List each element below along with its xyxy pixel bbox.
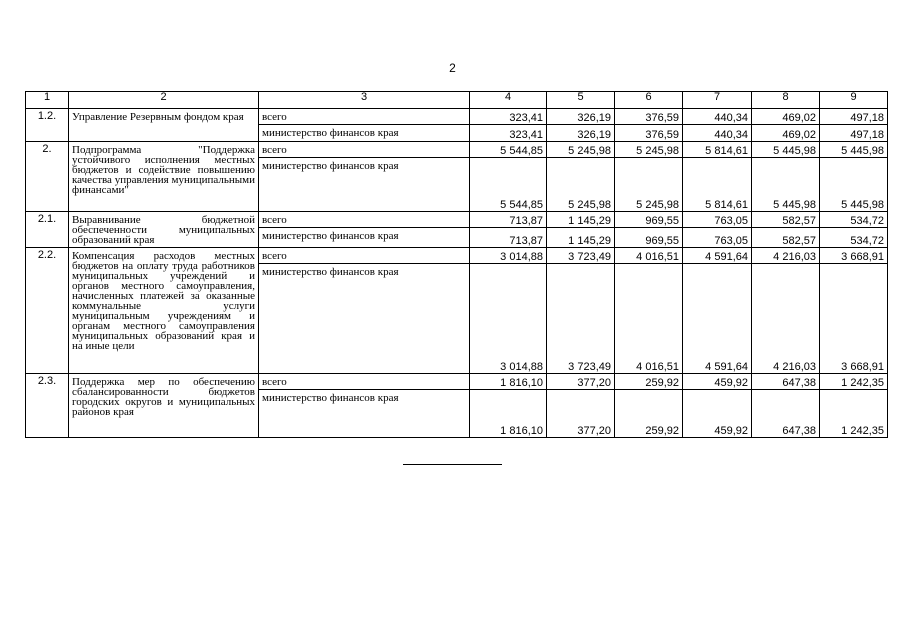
amount-cell: 3 723,49 [547, 248, 615, 264]
amount-cell: 4 216,03 [752, 264, 820, 374]
amount-cell: 534,72 [820, 228, 888, 248]
amount-cell: 647,38 [752, 390, 820, 438]
amount-cell: 3 014,88 [470, 248, 547, 264]
amount-cell: 377,20 [547, 374, 615, 390]
amount-cell: 459,92 [683, 374, 752, 390]
funding-source: министерство финансов края [259, 264, 470, 374]
amount-cell: 377,20 [547, 390, 615, 438]
amount-cell: 534,72 [820, 212, 888, 228]
amount-cell: 5 544,85 [470, 158, 547, 212]
table-row [26, 142, 888, 158]
row-description: Компенсация расходов местных бюджетов на оплату труда работников муниципальных учреждений и органов местного самоуправления, начисленных платежей за оказанные коммунальные услуги муниципальным учреждениям и органам местного самоуправления муниципальных образований края и на иные цели [69, 248, 259, 374]
amount-cell: 4 016,51 [615, 248, 683, 264]
table-row [26, 248, 888, 264]
row-number: 2. [26, 142, 69, 212]
amount-cell: 5 245,98 [547, 158, 615, 212]
amount-cell: 1 816,10 [470, 374, 547, 390]
budget-table [25, 91, 888, 438]
amount-cell: 376,59 [615, 109, 683, 125]
amount-cell: 5 544,85 [470, 142, 547, 158]
column-header: 3 [259, 92, 470, 109]
amount-cell: 3 668,91 [820, 248, 888, 264]
amount-cell: 647,38 [752, 374, 820, 390]
funding-source: всего [259, 142, 470, 158]
amount-cell: 763,05 [683, 212, 752, 228]
amount-cell: 1 145,29 [547, 212, 615, 228]
amount-cell: 3 668,91 [820, 264, 888, 374]
amount-cell: 969,55 [615, 212, 683, 228]
amount-cell: 4 591,64 [683, 264, 752, 374]
row-description: Подпрограмма "Поддержка устойчивого исполнения местных бюджетов и содействие повышению качества управления муниципальными финансами" [69, 142, 259, 212]
funding-source: всего [259, 212, 470, 228]
funding-source: министерство финансов края [259, 125, 470, 142]
amount-cell: 326,19 [547, 109, 615, 125]
amount-cell: 1 145,29 [547, 228, 615, 248]
funding-source: всего [259, 248, 470, 264]
amount-cell: 969,55 [615, 228, 683, 248]
amount-cell: 323,41 [470, 125, 547, 142]
amount-cell: 5 245,98 [615, 142, 683, 158]
amount-cell: 440,34 [683, 125, 752, 142]
amount-cell: 376,59 [615, 125, 683, 142]
amount-cell: 497,18 [820, 125, 888, 142]
amount-cell: 763,05 [683, 228, 752, 248]
amount-cell: 1 816,10 [470, 390, 547, 438]
amount-cell: 440,34 [683, 109, 752, 125]
amount-cell: 713,87 [470, 228, 547, 248]
amount-cell: 323,41 [470, 109, 547, 125]
amount-cell: 5 445,98 [820, 142, 888, 158]
amount-cell: 326,19 [547, 125, 615, 142]
amount-cell: 5 245,98 [547, 142, 615, 158]
table-row [26, 212, 888, 228]
column-header: 7 [683, 92, 752, 109]
column-header: 1 [26, 92, 69, 109]
amount-cell: 5 814,61 [683, 142, 752, 158]
footer-divider [403, 464, 502, 465]
row-number: 2.2. [26, 248, 69, 374]
amount-cell: 5 445,98 [752, 142, 820, 158]
amount-cell: 3 014,88 [470, 264, 547, 374]
funding-source: министерство финансов края [259, 158, 470, 212]
amount-cell: 259,92 [615, 390, 683, 438]
page-number: 2 [449, 61, 456, 75]
row-description: Выравнивание бюджетной обеспеченности муниципальных образований края [69, 212, 259, 248]
table-header-row [26, 92, 888, 109]
column-header: 5 [547, 92, 615, 109]
funding-source: министерство финансов края [259, 390, 470, 438]
row-description: Поддержка мер по обеспечению сбалансированности бюджетов городских округов и муниципальных районов края [69, 374, 259, 438]
amount-cell: 3 723,49 [547, 264, 615, 374]
amount-cell: 4 016,51 [615, 264, 683, 374]
table-row [26, 109, 888, 125]
amount-cell: 5 814,61 [683, 158, 752, 212]
amount-cell: 5 245,98 [615, 158, 683, 212]
column-header: 9 [820, 92, 888, 109]
funding-source: министерство финансов края [259, 228, 470, 248]
row-number: 1.2. [26, 109, 69, 142]
funding-source: всего [259, 109, 470, 125]
amount-cell: 469,02 [752, 125, 820, 142]
column-header: 8 [752, 92, 820, 109]
amount-cell: 1 242,35 [820, 374, 888, 390]
column-header: 6 [615, 92, 683, 109]
amount-cell: 582,57 [752, 212, 820, 228]
row-number: 2.1. [26, 212, 69, 248]
amount-cell: 459,92 [683, 390, 752, 438]
amount-cell: 497,18 [820, 109, 888, 125]
column-header: 2 [69, 92, 259, 109]
amount-cell: 5 445,98 [820, 158, 888, 212]
amount-cell: 5 445,98 [752, 158, 820, 212]
amount-cell: 469,02 [752, 109, 820, 125]
row-number: 2.3. [26, 374, 69, 438]
table-row [26, 374, 888, 390]
row-description: Управление Резервным фондом края [69, 109, 259, 142]
amount-cell: 713,87 [470, 212, 547, 228]
amount-cell: 4 216,03 [752, 248, 820, 264]
funding-source: всего [259, 374, 470, 390]
amount-cell: 1 242,35 [820, 390, 888, 438]
column-header: 4 [470, 92, 547, 109]
amount-cell: 4 591,64 [683, 248, 752, 264]
amount-cell: 582,57 [752, 228, 820, 248]
amount-cell: 259,92 [615, 374, 683, 390]
